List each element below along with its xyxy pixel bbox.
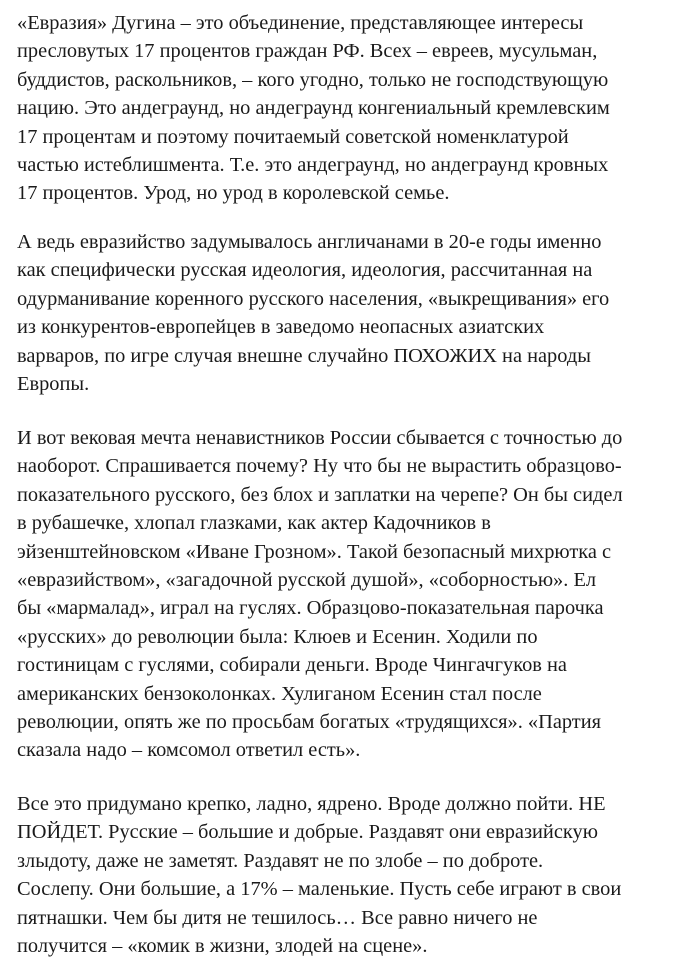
text-line: получится – «комик в жизни, злодей на сцене». [17,935,428,958]
text-line: пресловутых 17 процентов граждан РФ. Всех – евреев, мусульман, [17,40,598,63]
text-line: как специфически русская идеология, идеология, рассчитанная на [17,259,593,282]
text-line: «Евразия» Дугина – это объединение, представляющее интересы [17,12,584,34]
text-line: «евразийством», «загадочной русской душой», «соборностью». Ел [17,569,597,592]
text-line: варваров, по игре случая внешне случайно ПОХОЖИХ на народы [17,344,591,367]
text-line: А ведь евразийство задумывалось англичанами в 20-е годы именно [17,231,602,253]
text-line: из конкурентов-европейцев в заведомо неопасных азиатских [17,316,545,339]
text-line: пятнашки. Чем бы дитя не тешилось… Все равно ничего не [17,906,538,929]
text-line: революции, опять же по просьбам богатых «трудящихся». «Партия [17,711,601,734]
paragraph-3 [17,424,682,765]
text-line: наоборот. Спрашивается почему? Ну что бы не вырастить образцово- [17,455,622,478]
text-line: 17 процентов. Урод, но урод в королевской семье. [17,182,450,205]
text-line: «русских» до революции была: Клюев и Есенин. Ходили по [17,625,538,648]
text-line: бы «мармалад», играл на гуслях. Образцово-показательная парочка [17,597,604,620]
text-line: показательного русского, без блох и заплатки на черепе? Он бы сидел [17,483,623,506]
text-line: Сослепу. Они большие, а 17% – маленькие. Пусть себе играют в свои [17,878,622,901]
text-line: Все это придумано крепко, ладно, ядрено. Вроде должно пойти. НЕ [17,793,606,815]
text-line: в рубашечке, хлопал глазками, как актер Кадочников в [17,512,491,535]
paragraph-4 [17,790,682,960]
text-line: частью истеблишмента. Т.е. это андеграунд, но андеграунд кровных [17,154,609,177]
text-line: эйзенштейновском «Иване Грозном». Такой безопасный михрютка с [17,540,612,563]
paragraph-1 [17,9,682,208]
text-line: одурманивание коренного русского населения, «выкрещивания» его [17,287,610,310]
text-line: нацию. Это андеграунд, но андеграунд конгениальный кремлевским [17,97,610,120]
text-line: И вот вековая мечта ненавистников России сбывается с точностью до [17,427,623,449]
text-line: американских бензоколонках. Хулиганом Есенин стал после [17,682,542,705]
text-line: буддистов, раскольников, – кого угодно, только не господствующую [17,68,609,91]
text-line: Европы. [17,373,90,396]
text-line: злыдоту, даже не заметят. Раздавят не по злобе – по доброте. [17,849,544,872]
text-line: ПОЙДЕТ. Русские – большие и добрые. Раздавят они евразийскую [17,821,598,844]
text-line: сказала надо – комсомол ответил есть». [17,739,361,762]
paragraph-2 [17,228,682,398]
text-line: 17 процентам и поэтому почитаемый советской номенклатурой [17,125,569,148]
text-line: гостиницам с гуслями, собирали деньги. Вроде Чингачгуков на [17,654,567,677]
